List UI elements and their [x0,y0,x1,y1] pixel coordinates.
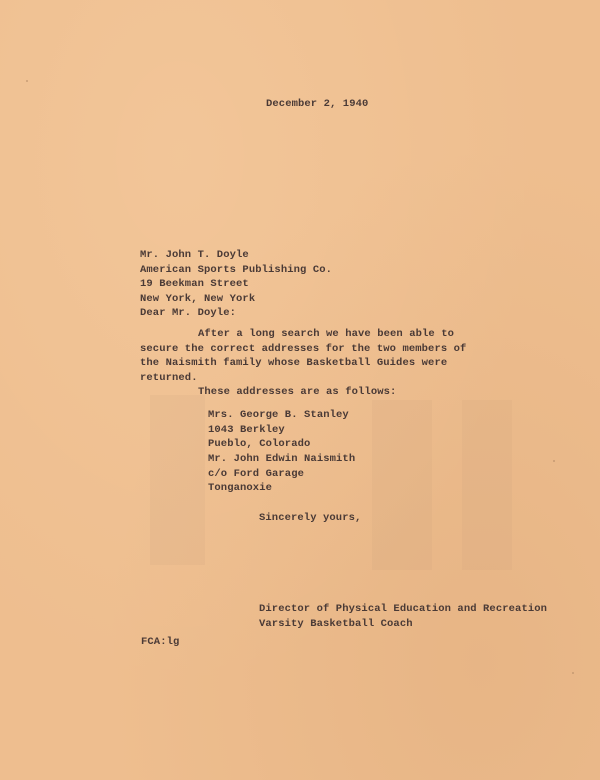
bleed-through-mark [150,395,205,565]
signature-block [259,602,547,631]
address-stanley [208,408,349,452]
address-line: Mr. John Edwin Naismith [208,453,356,465]
typist-initials: FCA:lg [141,636,180,648]
bleed-through-mark [462,400,512,570]
signature-title: Varsity Basketball Coach [259,617,413,630]
address-line: Tonganoxie [208,482,273,495]
body-line: secure the correct addresses for the two members of [140,342,467,355]
recipient-line: 19 Beekman Street [140,278,249,291]
body-line: After a long search we have been able to [198,328,455,340]
body-paragraph [140,327,466,385]
paper-speck [553,460,555,462]
letter-date: December 2, 1940 [266,98,369,110]
address-naismith [208,452,355,496]
recipient-line: New York, New York [140,292,256,305]
address-line: Pueblo, Colorado [208,438,311,451]
bleed-through-mark [372,400,432,570]
paper-speck [26,80,28,82]
body-line: the Naismith family whose Basketball Guides were [140,357,448,370]
closing: Sincerely yours, [259,512,362,524]
addresses-intro: These addresses are as follows: [198,386,397,398]
body-line: returned. [140,371,198,384]
recipient-line: American Sports Publishing Co. [140,263,333,276]
salutation: Dear Mr. Doyle: [140,307,237,319]
address-line: 1043 Berkley [208,423,285,436]
address-line: c/o Ford Garage [208,467,305,480]
recipient-line: Mr. John T. Doyle [140,249,249,261]
recipient-address [140,248,332,306]
address-line: Mrs. George B. Stanley [208,409,349,421]
signature-title: Director of Physical Education and Recreation [259,603,548,615]
paper-speck [572,672,574,674]
